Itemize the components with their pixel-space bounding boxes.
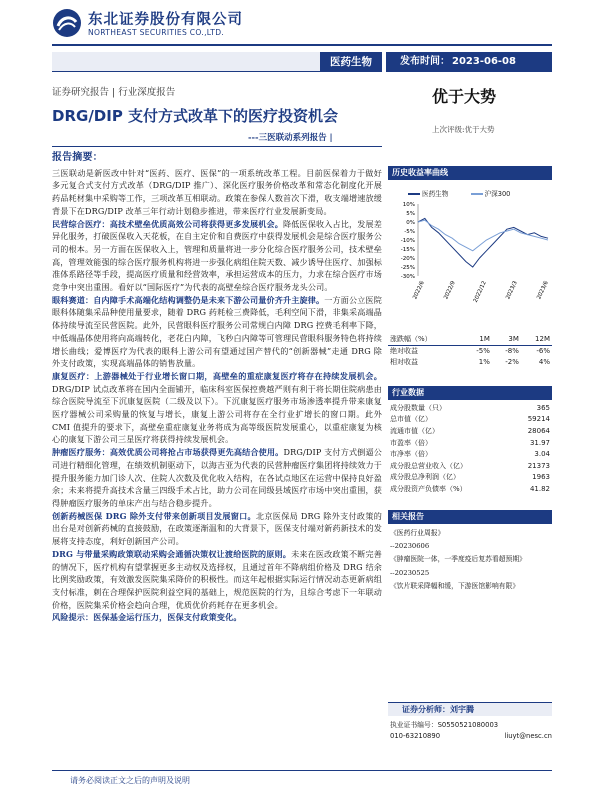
- legend-label: 沪深300: [484, 190, 511, 198]
- table-header-row: [388, 334, 552, 345]
- risk-label: 风险提示：医保基金运行压力，医保支付政策变化。: [52, 612, 242, 623]
- header-divider: [52, 44, 552, 46]
- cell: -8%: [505, 346, 519, 355]
- y-tick-label: 5%: [406, 211, 415, 217]
- cell: 365: [536, 403, 550, 412]
- risk-warning: [52, 611, 382, 624]
- table-row: [388, 483, 552, 495]
- cell: 41.82: [529, 484, 550, 493]
- series-line: [418, 220, 548, 251]
- row-label: 绝对收益: [390, 346, 418, 355]
- y-tick-label: -25%: [400, 265, 415, 271]
- paragraph-lead: 肿瘤医疗服务：高效优质公司将抢占市场获得更先高结合使用。: [52, 447, 284, 458]
- table-row: [388, 472, 552, 484]
- publish-date: [386, 52, 552, 72]
- license-label: 执业证书编号：: [390, 721, 438, 729]
- previous-rating: 上次评级:优于大势: [432, 125, 495, 134]
- row-label: 成分股总净利润（亿）: [390, 473, 460, 482]
- paragraph-text: 降低医保收入占比，发展差异化服务，打破医保收入天花板，在自主定价和自费医疗中获得发展机会是综合医疗服务公司的根本。另一方面在医保收入上，管理和质量将进一步分化综合医疗服务公司，技术壁垒高，管理效能强的综合医疗服务机构将进一步强化病组住院天数、减少诱导住医疗、加强标准体系路径等手段，提高医疗质量和经营效率，承担运营成本的压力，力求在综合医疗市场竞争中突出重围。看好以“国际医疗”为代表的高壁垒综合医疗服务龙头公司。: [52, 218, 382, 293]
- paragraph-text: DRG/DIP 试点改革将在国内全面铺开，临床科室医保控费越严则有利于将长期住院病患由综合医院导流至下沉康复医院（二级及以下）。下沉康复医疗服务市场渗透率提升带来康复医疗器械公司采购量的恢复与增长，康复上游公司将存在全行业扩增长的窗口期。此外 CMI 值提升的要求下，高壁垒重症康复业务将成为高等级医院发展重心，以重症康复为核心的康复下游公司三星医疗将获得持续发展机会。: [52, 383, 382, 445]
- table-row: [388, 414, 552, 426]
- company-logo: [52, 8, 282, 42]
- related-report-link[interactable]: 《医药行业周报》: [390, 529, 445, 537]
- cell: 1963: [532, 473, 550, 482]
- paragraph-lead: DRG 与带量采购政策联动采购会通循决策权让渡给医院的原则。: [52, 548, 292, 559]
- table-row: [388, 345, 552, 356]
- table-row: [388, 448, 552, 460]
- paragraph-text: 一方面公立医院眼科体随集采品种使用量要求，随着 DRG 药耗检三费降低，毛利空间下滑，非集采高端晶体持续导流至民营医院。此外，民营眼科医疗服务公司常规白内障 DRG 控费毛利率下降，中低端晶体使用将向高端转化，老花白内障，飞秒白内障等可管理民营眼科服务特色将持续增长曲线；爱博医疗为代表的眼科上游公司有望通过国产替代的“创新器械”走通 DRG 除外支付政策，实现高端晶体的销售放量。: [52, 294, 382, 369]
- analyst-name: 刘宇腾: [450, 705, 474, 714]
- sector-tag: 医药生物: [320, 52, 382, 72]
- summary-paragraph: [52, 370, 382, 446]
- row-label: 相对收益: [390, 357, 418, 366]
- paragraph-lead: 创新药械医保 DRG 除外支付带来创新项目发展窗口。: [52, 510, 256, 521]
- company-name-cn: 东北证券股份有限公司: [88, 12, 243, 28]
- return-chart: [392, 184, 552, 314]
- column-header: 涨跌幅（%）: [388, 334, 463, 345]
- related-reports: [390, 527, 552, 593]
- cell: 28064: [527, 426, 550, 435]
- row-label: 市净率（倍）: [390, 450, 432, 459]
- summary-paragraph: [52, 548, 382, 612]
- report-summary: [52, 152, 382, 624]
- summary-paragraph: 三医联动是新医改中针对“医药、医疗、医保”的一项系统改革工程。目前医保着力于做好多元复合式支付方式改革（DRG/DIP 推广）、深化医疗服务价格改革和常态化制度化开展药品耗材集中采购等工作，三项改革互相联动。政策在参保人数首次下滑，收支端增速放缓背景下在DRG/DIP 改革三年行动计划稳步推进，带来医疗行业发展新变局。: [52, 167, 382, 216]
- table-row: [388, 425, 552, 437]
- company-name-en: NORTHEAST SECURITIES CO.,LTD.: [88, 28, 225, 37]
- report-title: DRG/DIP 支付方式改革下的医疗投资机会: [52, 107, 339, 125]
- x-tick-label: 2023/3: [505, 280, 519, 301]
- y-tick-label: 0%: [406, 220, 415, 226]
- analyst-info: [390, 720, 552, 742]
- row-label: 成分股总营业收入（亿）: [390, 461, 467, 470]
- footer-disclaimer: 请务必阅读正文之后的声明及说明: [70, 776, 190, 785]
- y-tick-label: -30%: [400, 274, 415, 280]
- summary-paragraph: [52, 218, 382, 294]
- industry-data-table: [388, 402, 552, 495]
- summary-paragraph: [52, 446, 382, 510]
- logo-emblem-icon: [52, 8, 82, 38]
- industry-data-header: 行业数据: [388, 386, 552, 400]
- paragraph-lead: 民营综合医疗：高技术壁垒优质高效公司将获得更多发展机会。: [52, 218, 283, 229]
- column-header: 3M: [492, 334, 521, 345]
- cell: 4%: [538, 357, 550, 366]
- cell: -5%: [476, 346, 490, 355]
- contact-row: [390, 731, 552, 742]
- license-number: S0550521080003: [437, 721, 499, 729]
- cell: 1%: [478, 357, 490, 366]
- paragraph-lead: 康复医疗：上游器械处于行业增长窗口期，高壁垒的重症康复医疗将存在持续发展机会。: [52, 370, 382, 381]
- summary-heading: 报告摘要：: [52, 152, 103, 163]
- chart-section-header: 历史收益率曲线: [388, 166, 552, 180]
- x-tick-label: 2023/6: [536, 280, 550, 301]
- row-label: 成分股数量（只）: [390, 403, 446, 412]
- cell: 59214: [527, 415, 550, 424]
- row-label: 总市值（亿）: [390, 415, 432, 424]
- paragraph-text: DRG/DIP 支付方式倒逼公司进行精细化管理，在绩效机制驱动下，以海吉亚为代表的民营肿瘤医疗集团将持续效力于提升服务能力加门诊人次、住院人次数及优化收入结构，在各试点地区在运营中保持良好盈余；未来将提升高技术含量三四级手术占比，助力公司在同级县域医疗市场中突出重围，获得肿瘤医疗服务的单床产出与结合稳步提升。: [52, 447, 382, 508]
- row-label: 流通市值（亿）: [390, 426, 439, 435]
- analyst-phone: 010-63210890: [390, 732, 441, 740]
- y-tick-label: -5%: [404, 229, 415, 235]
- report-type: 证券研究报告 | 行业深度报告: [52, 87, 176, 98]
- cell: 3.04: [534, 450, 550, 459]
- table-row: [388, 460, 552, 472]
- related-report-link[interactable]: 《肿瘤医院一体，一季度疫后复苏看超预期》: [390, 555, 526, 564]
- license-row: [390, 720, 552, 731]
- y-tick-label: -15%: [400, 247, 415, 253]
- x-tick-label: 2022/6: [412, 280, 426, 301]
- related-report-date: --20230525: [390, 568, 430, 577]
- cell: 21373: [527, 461, 550, 470]
- row-label: 成分股资产负债率（%）: [390, 484, 467, 493]
- cell: 31.97: [529, 438, 550, 447]
- related-reports-header: 相关报告: [388, 510, 552, 524]
- cell: -6%: [536, 346, 550, 355]
- analyst-email[interactable]: liuyt@nesc.cn: [504, 732, 552, 740]
- row-label: 市盈率（倍）: [390, 438, 432, 447]
- table-row: [388, 402, 552, 414]
- report-subtitle: ---三医联动系列报告 |: [248, 133, 333, 143]
- y-tick-label: -10%: [400, 238, 415, 244]
- y-tick-label: 10%: [402, 202, 415, 208]
- related-report-link[interactable]: 《饮片联采降幅和缓，下游医馆影响有限》: [390, 581, 520, 590]
- title-divider: [52, 146, 382, 147]
- paragraph-text: 未来在医改政策不断完善的情况下，医疗机构有望掌握更多主动权及选择权，且通过首年不降病组价格及 DRG 结余比例奖励政策，有效激发医院集采降价的积极性。而这年起根据实际运行情况动态更新病组支付标准，刺在合理保护医院利益空间的基础上，规范医院的行为，且综合考虑下一年联动价格，医院集采价格会趋向合理，优质优价药耗存在更多机会。: [52, 548, 383, 610]
- rating: 优于大势: [432, 87, 497, 106]
- paragraph-text: 北京医保局 DRG 除外支付政策的出台是对创新药械的直接鼓励，在政策逐渐温和的大背景下，医保支付端对新药新技术的发展将支持态度，利好创新国产公司。: [52, 510, 382, 547]
- footer-divider: [52, 770, 552, 771]
- summary-paragraph: [52, 510, 382, 548]
- x-tick-label: 2022/12: [472, 280, 488, 304]
- cell: -2%: [505, 357, 519, 366]
- date-value: 2023-06-08: [452, 56, 516, 67]
- x-tick-label: 2022/9: [443, 280, 457, 301]
- analyst-bar: [388, 702, 552, 716]
- column-header: 1M: [463, 334, 492, 345]
- legend-label: 医药生物: [422, 190, 449, 198]
- related-report-date: --20230606: [390, 542, 430, 551]
- date-label: 发布时间：: [400, 56, 450, 67]
- summary-paragraph: [52, 294, 382, 370]
- performance-table: [388, 334, 552, 367]
- table-row: [388, 356, 552, 367]
- analyst-label: 证券分析师：: [402, 705, 450, 714]
- paragraph-lead: 眼科赛道：自内障手术高端化结构调整仍是未来下游公司量价齐升主旋律。: [52, 294, 325, 305]
- table-row: [388, 437, 552, 449]
- column-header: 12M: [521, 334, 552, 345]
- y-tick-label: -20%: [400, 256, 415, 262]
